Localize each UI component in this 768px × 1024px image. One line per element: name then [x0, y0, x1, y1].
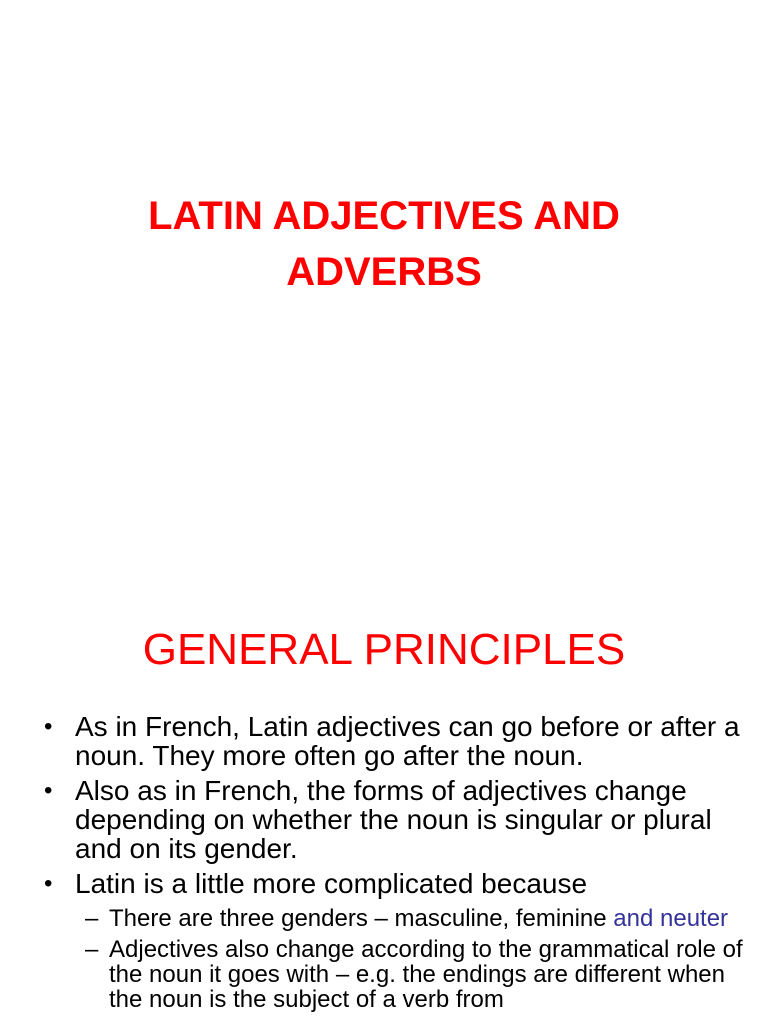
bullet-item: [44, 776, 744, 863]
bullet-marker: •: [44, 713, 53, 740]
sub-bullet-text: There are three genders – masculine, feminine: [109, 905, 614, 932]
bullet-marker: •: [44, 870, 53, 897]
bullet-marker: •: [44, 777, 53, 804]
sub-bullet-marker: –: [85, 905, 99, 932]
slide-title-line1: LATIN ADJECTIVES AND: [148, 194, 620, 238]
slide-title-line2: ADVERBS: [286, 250, 482, 294]
sub-bullet-item: [85, 906, 744, 931]
sub-bullet-text: Adjectives also change according to the grammatical role of the noun it goes with – e.g. the endings are different when the noun is the subject of a verb from: [109, 936, 743, 1013]
sub-bullet-accent-text: and neuter: [613, 905, 729, 932]
bullet-text: Also as in French, the forms of adjectives change depending on whether the noun is singular or plural and on its gender.: [75, 775, 712, 864]
sub-bullet-item: [85, 937, 744, 1012]
sub-bullet-list: [85, 906, 744, 1012]
bullet-item: [44, 869, 744, 1012]
section-heading: GENERAL PRINCIPLES: [142, 625, 626, 674]
bullet-list: [44, 712, 744, 1018]
bullet-text: Latin is a little more complicated because: [75, 868, 588, 899]
slide-title: [0, 188, 768, 300]
bullet-item: [44, 712, 744, 770]
bullet-text: As in French, Latin adjectives can go before or after a noun. They more often go after the noun.: [75, 711, 740, 771]
sub-bullet-marker: –: [85, 936, 99, 963]
